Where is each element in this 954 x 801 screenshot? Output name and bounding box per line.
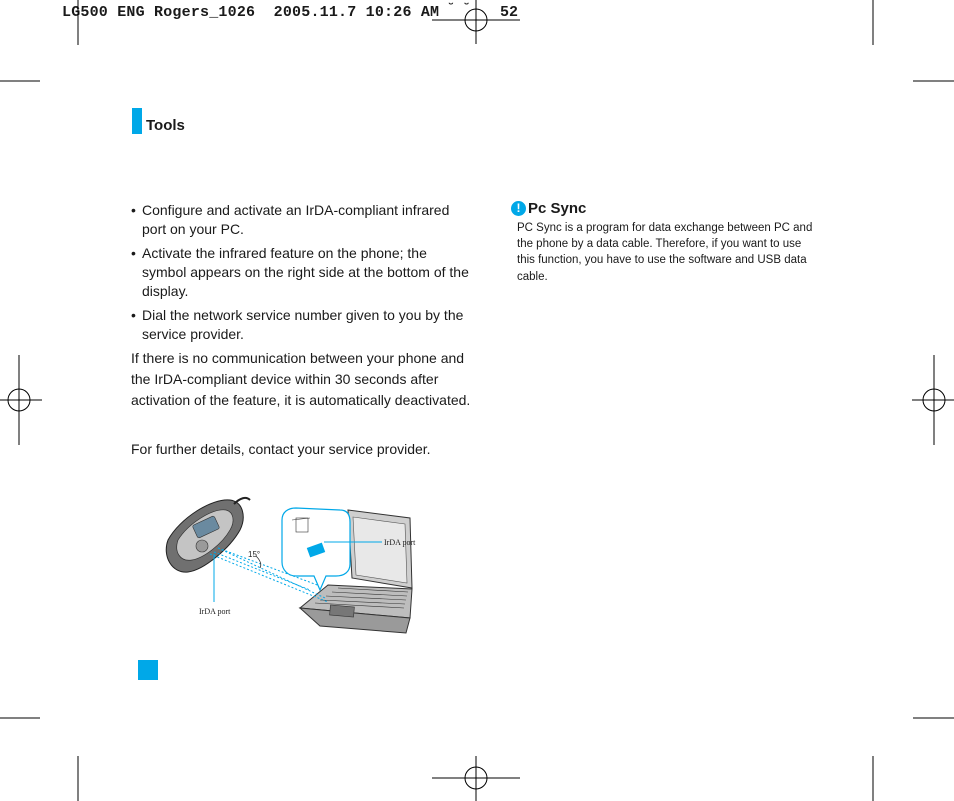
bullet-item: • Activate the infrared feature on the phone; the symbol appears on the right side at the bottom of the display. <box>131 244 471 301</box>
pc-sync-title: Pc Sync <box>528 200 587 217</box>
bullet-list <box>131 201 471 349</box>
paragraph-contact: For further details, contact your service provider. <box>131 441 431 457</box>
bullet-item: • Configure and activate an IrDA-compliant infrared port on your PC. <box>131 201 471 239</box>
exclamation-icon: ! <box>511 201 526 216</box>
infrared-illustration <box>160 490 430 650</box>
print-slug-page: 52 <box>500 4 519 21</box>
section-title: Tools <box>146 117 185 134</box>
print-slug-glyphs: ˘ ˘ <box>447 1 471 16</box>
bullet-item: • Dial the network service number given to you by the service provider. <box>131 306 471 344</box>
print-slug: LG500 ENG Rogers_1026 2005.11.7 10:26 AM <box>62 4 440 21</box>
irda-port-label-phone: IrDA port <box>199 607 231 616</box>
paragraph-timeout: If there is no communication between your phone and the IrDA-compliant device within 30 seconds after activation of the feature, it is automatically deactivated. <box>131 350 471 408</box>
page-tab-marker <box>138 660 158 680</box>
pc-sync-body: PC Sync is a program for data exchange between PC and the phone by a data cable. Therefore, if you want to use this function, you have to use the software and USB data cable. <box>517 222 813 283</box>
section-marker <box>132 108 142 134</box>
irda-port-label-laptop: IrDA port <box>384 538 416 547</box>
angle-label: 15° <box>248 550 261 559</box>
